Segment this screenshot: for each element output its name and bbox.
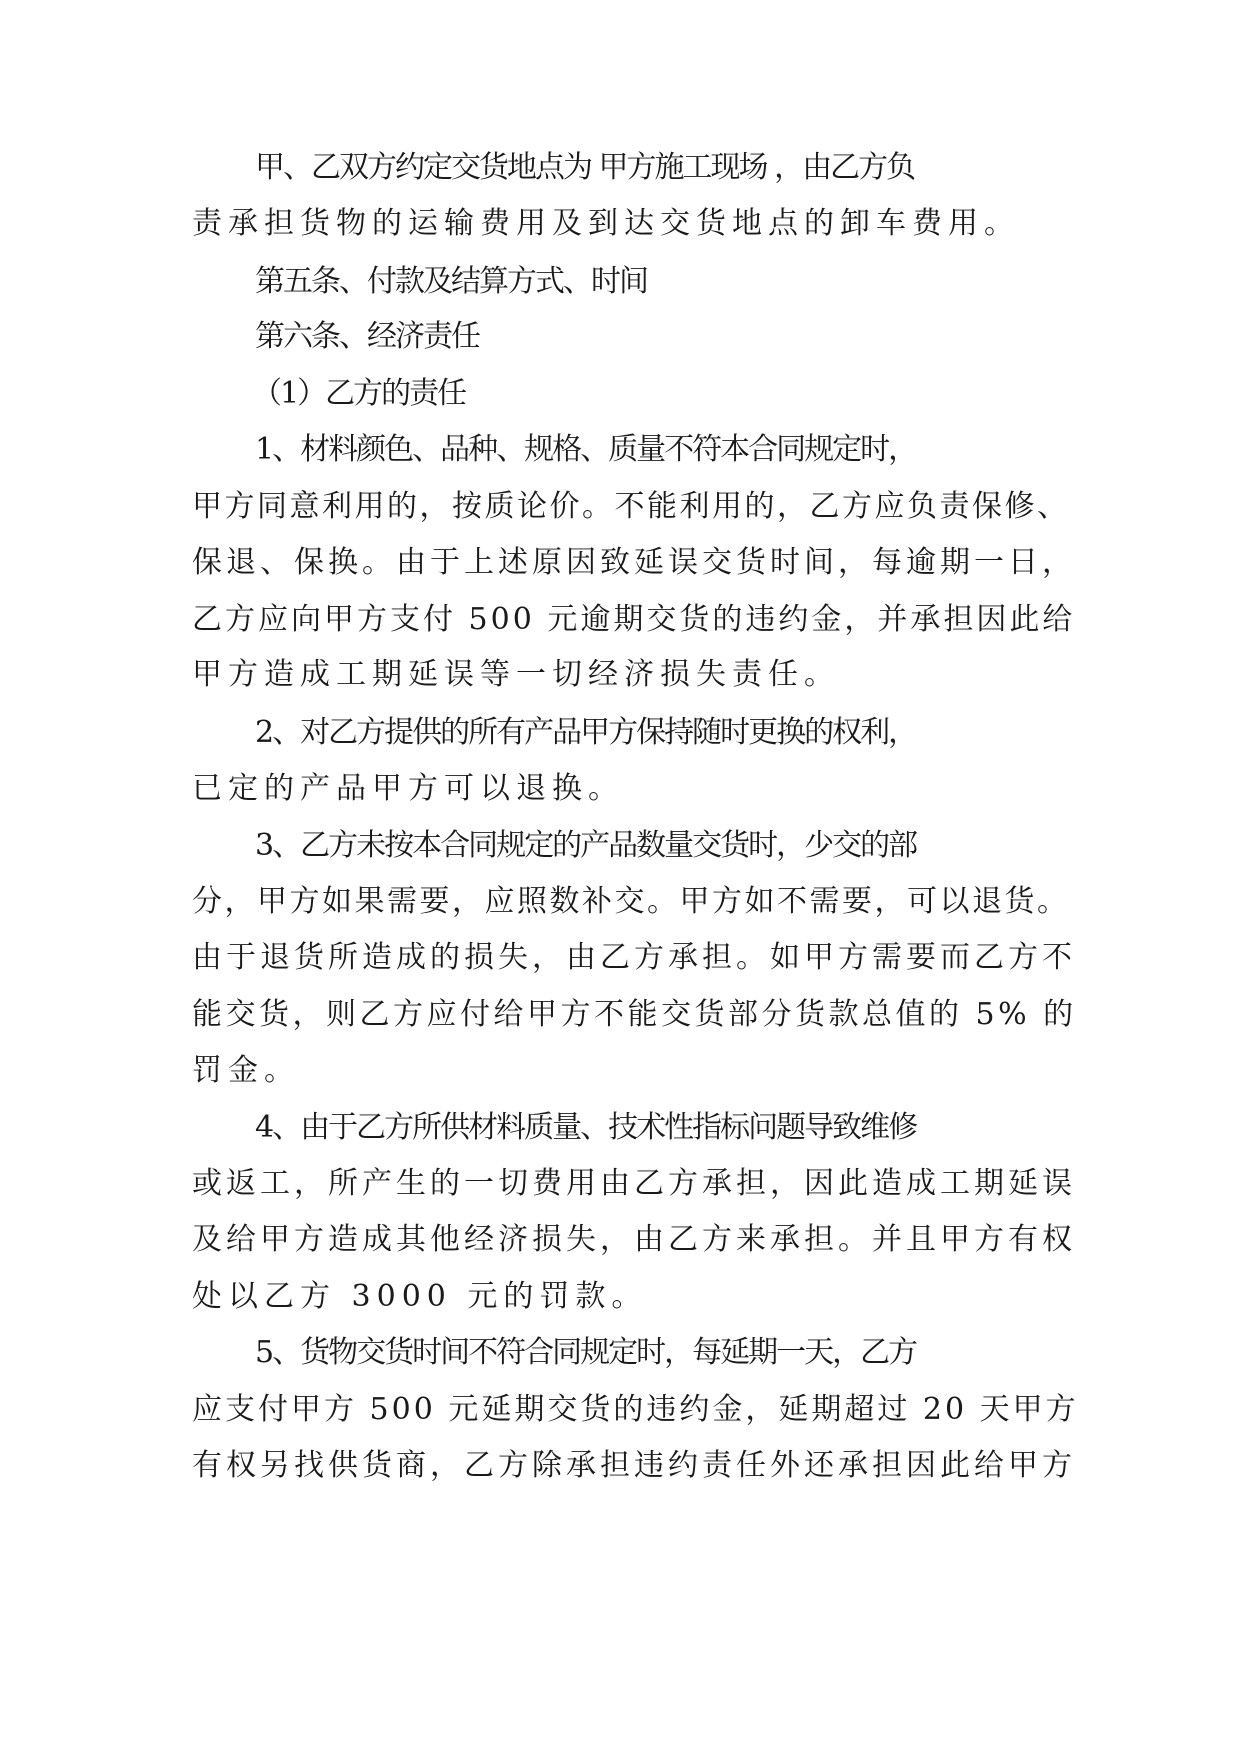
text-line: 4、由于乙方所供材料质量、技术性指标问题导致维修 xyxy=(255,1110,917,1145)
text-line: 分，甲方如果需要，应照数补交。甲方如不需要，可以退货。 xyxy=(192,884,1070,919)
text-line: 乙方应向甲方支付 500 元逾期交货的违约金，并承担因此给 xyxy=(192,602,1076,637)
text-line: 有权另找供货商，乙方除承担违约责任外还承担因此给甲方 xyxy=(192,1448,1076,1483)
text-line: 处以乙方 3000 元的罚款。 xyxy=(192,1279,648,1314)
text-line: 已定的产品甲方可以退换。 xyxy=(192,771,624,806)
text-line: 1、材料颜色、品种、规格、质量不符本合同规定时， xyxy=(255,432,917,467)
text-line: 5、货物交货时间不符合同规定时，每延期一天，乙方 xyxy=(255,1335,917,1370)
text-line: 甲方造成工期延误等一切经济损失责任。 xyxy=(192,657,840,692)
text-line: 3、乙方未按本合同规定的产品数量交货时，少交的部 xyxy=(255,828,917,863)
text-line: 能交货，则乙方应付给甲方不能交货部分货款总值的 5% 的 xyxy=(192,997,1077,1032)
text-line: 由于退货所造成的损失，由乙方承担。如甲方需要而乙方不 xyxy=(192,940,1076,975)
text-line: 甲、乙双方约定交货地点为 甲方施工现场 ，由乙方负 xyxy=(255,150,915,185)
section-heading: 第六条、经济责任 xyxy=(255,319,479,354)
subsection-heading: （1）乙方的责任 xyxy=(252,376,466,411)
text-line: 2、对乙方提供的所有产品甲方保持随时更换的权利， xyxy=(255,715,917,750)
section-heading: 第五条、付款及结算方式、时间 xyxy=(255,264,647,299)
text-line: 保退、保换。由于上述原因致延误交货时间，每逾期一日， xyxy=(192,545,1076,580)
text-line: 甲方同意利用的，按质论价。不能利用的，乙方应负责保修、 xyxy=(192,489,1070,524)
text-line: 或返工，所产生的一切费用由乙方承担，因此造成工期延误 xyxy=(192,1166,1076,1201)
text-line: 罚金。 xyxy=(192,1053,300,1088)
text-line: 及给甲方造成其他经济损失，由乙方来承担。并且甲方有权 xyxy=(192,1222,1076,1257)
text-line: 应支付甲方 500 元延期交货的违约金，延期超过 20 天甲方 xyxy=(192,1392,1079,1427)
text-line: 责承担货物的运输费用及到达交货地点的卸车费用。 xyxy=(192,206,1020,241)
